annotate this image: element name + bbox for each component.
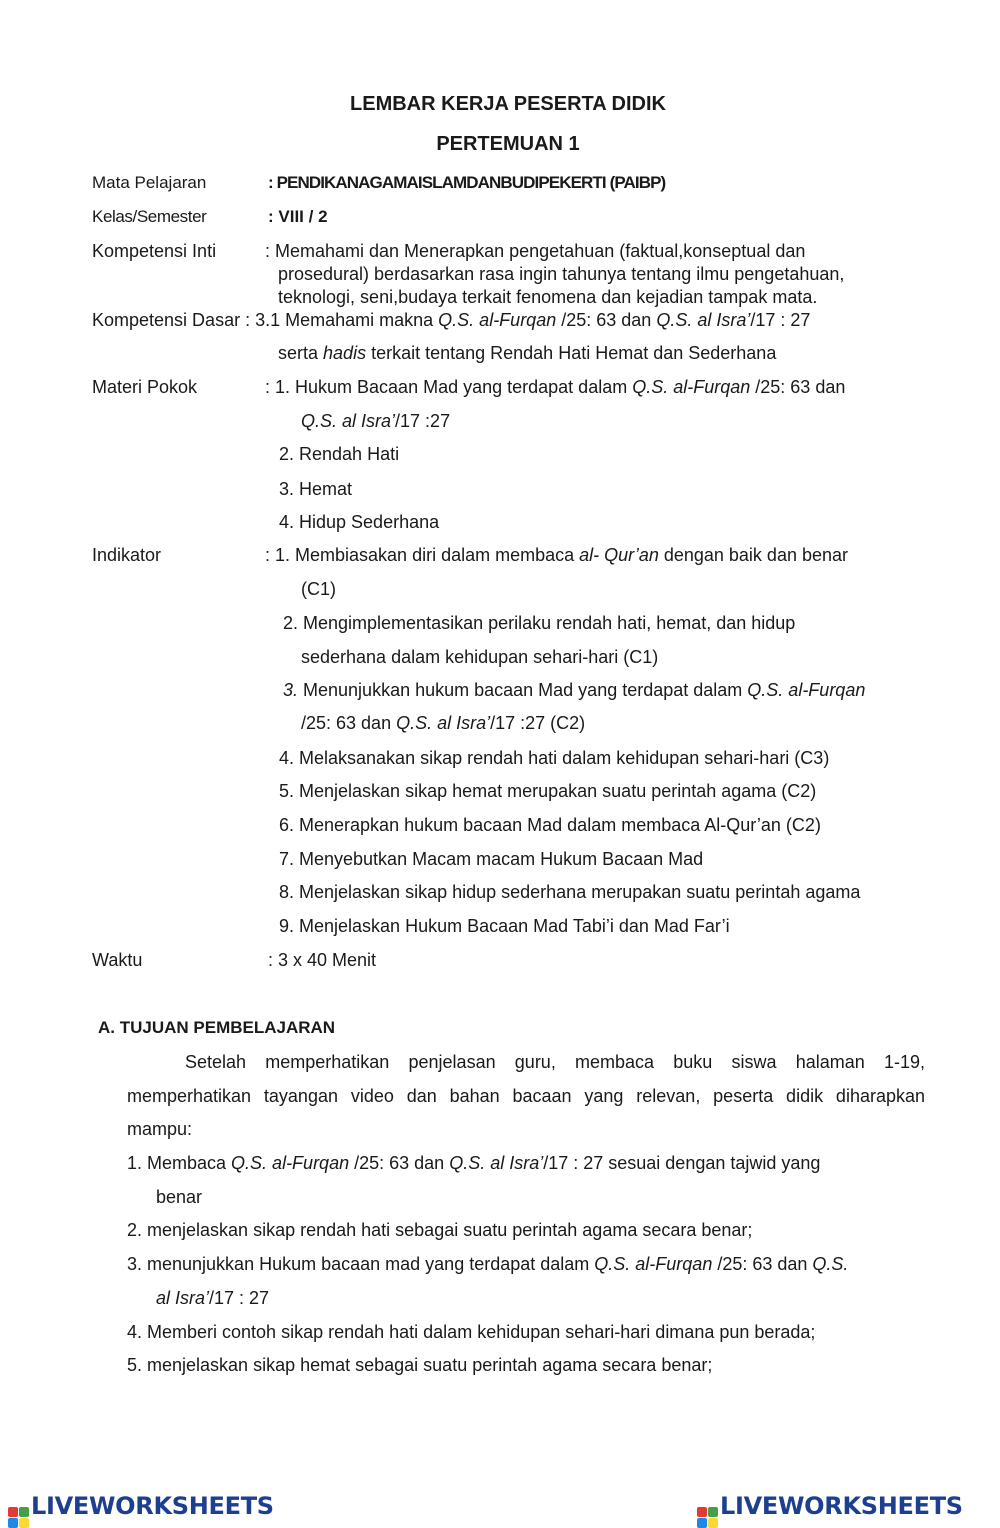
indikator-item: 8. Menjelaskan sikap hidup sederhana merupakan suatu perintah agama	[279, 882, 861, 902]
tujuan-list-item: benar	[156, 1187, 203, 1207]
value-kelas-semester: : VIII / 2	[268, 207, 328, 226]
value-mata-pelajaran: : PENDIKANAGAMAISLAMDANBUDIPEKERTI (PAIBP)	[268, 173, 666, 192]
indikator-item: /25: 63 dan Q.S. al Isra’/17 :27 (C2)	[301, 713, 586, 733]
tujuan-list-item: 3. menunjukkan Hukum bacaan mad yang terdapat dalam Q.S. al-Furqan /25: 63 dan Q.S.	[127, 1254, 849, 1274]
label-waktu: Waktu	[92, 950, 143, 970]
label-indikator: Indikator	[92, 545, 162, 565]
kompetensi-inti-line: : Memahami dan Menerapkan pengetahuan (faktual,konseptual dan	[265, 241, 806, 261]
indikator-item: : 1. Membiasakan diri dalam membaca al- Qur’an dengan baik dan benar	[265, 545, 849, 565]
logo-square	[708, 1518, 718, 1528]
liveworksheets-logo-left: LIVEWORKSHEETS	[8, 1492, 274, 1528]
indikator-item: sederhana dalam kehidupan sehari-hari (C1)	[301, 647, 659, 667]
tujuan-list-item: al Isra’/17 : 27	[156, 1288, 270, 1308]
tujuan-list-item: 1. Membaca Q.S. al-Furqan /25: 63 dan Q.S. al Isra’/17 : 27 sesuai dengan tajwid yang	[127, 1153, 821, 1173]
kompetensi-inti-line: prosedural) berdasarkan rasa ingin tahunya tentang ilmu pengetahuan,	[278, 264, 845, 284]
label-materi-pokok: Materi Pokok	[92, 377, 198, 397]
logo-square	[708, 1507, 718, 1517]
materi-pokok-item: : 1. Hukum Bacaan Mad yang terdapat dalam Q.S. al-Furqan /25: 63 dan	[265, 377, 846, 397]
logo-square	[8, 1518, 18, 1528]
logo-square	[19, 1507, 29, 1517]
indikator-item: 5. Menjelaskan sikap hemat merupakan suatu perintah agama (C2)	[279, 781, 817, 801]
indikator-item: (C1)	[301, 579, 336, 599]
value-waktu: : 3 x 40 Menit	[268, 950, 377, 970]
materi-pokok-item: 3. Hemat	[279, 479, 353, 499]
indikator-item: 6. Menerapkan hukum bacaan Mad dalam membaca Al-Qur’an (C2)	[279, 815, 821, 835]
logo-square	[19, 1518, 29, 1528]
indikator-item: 7. Menyebutkan Macam macam Hukum Bacaan Mad	[279, 849, 704, 869]
kompetensi-dasar-line: Kompetensi Dasar : 3.1 Memahami makna Q.S. al-Furqan /25: 63 dan Q.S. al Isra’/17 : 27	[92, 310, 811, 330]
tujuan-paragraph-line: memperhatikan tayangan video dan bahan bacaan yang relevan, peserta didik diharapkan	[127, 1086, 925, 1106]
indikator-item: 9. Menjelaskan Hukum Bacaan Mad Tabi’i dan Mad Far’i	[279, 916, 730, 936]
materi-pokok-item: 4. Hidup Sederhana	[279, 512, 440, 532]
indikator-item: 4. Melaksanakan sikap rendah hati dalam kehidupan sehari-hari (C3)	[279, 748, 830, 768]
materi-pokok-item: 2. Rendah Hati	[279, 444, 400, 464]
label-kelas-semester: Kelas/Semester	[92, 207, 207, 226]
liveworksheets-logo-right: LIVEWORKSHEETS	[697, 1492, 963, 1528]
materi-pokok-item: Q.S. al Isra’/17 :27	[301, 411, 451, 431]
label-mata-pelajaran: Mata Pelajaran	[92, 173, 207, 192]
label-kompetensi-dasar: Kompetensi Dasar	[92, 310, 241, 330]
indikator-item: 3. Menunjukkan hukum bacaan Mad yang terdapat dalam Q.S. al-Furqan	[283, 680, 866, 700]
tujuan-paragraph-line: mampu:	[127, 1119, 193, 1139]
page-subtitle: PERTEMUAN 1	[436, 133, 580, 155]
kompetensi-dasar-line: serta hadis terkait tentang Rendah Hati Hemat dan Sederhana	[278, 343, 777, 363]
logo-square	[8, 1507, 18, 1517]
kompetensi-inti-line: teknologi, seni,budaya terkait fenomena dan kejadian tampak mata.	[278, 287, 818, 307]
logo-square	[697, 1507, 707, 1517]
section-heading-tujuan: A. TUJUAN PEMBELAJARAN	[98, 1018, 336, 1037]
tujuan-list-item: 2. menjelaskan sikap rendah hati sebagai suatu perintah agama secara benar;	[127, 1220, 753, 1240]
page-title: LEMBAR KERJA PESERTA DIDIK	[350, 93, 666, 115]
tujuan-list-item: 4. Memberi contoh sikap rendah hati dalam kehidupan sehari-hari dimana pun berada;	[127, 1322, 816, 1342]
indikator-item: 2. Mengimplementasikan perilaku rendah hati, hemat, dan hidup	[283, 613, 796, 633]
tujuan-list-item: 5. menjelaskan sikap hemat sebagai suatu perintah agama secara benar;	[127, 1355, 713, 1375]
tujuan-paragraph-line: Setelah memperhatikan penjelasan guru, membaca buku siswa halaman 1-19,	[185, 1052, 925, 1072]
label-kompetensi-inti: Kompetensi Inti	[92, 241, 217, 261]
logo-square	[697, 1518, 707, 1528]
